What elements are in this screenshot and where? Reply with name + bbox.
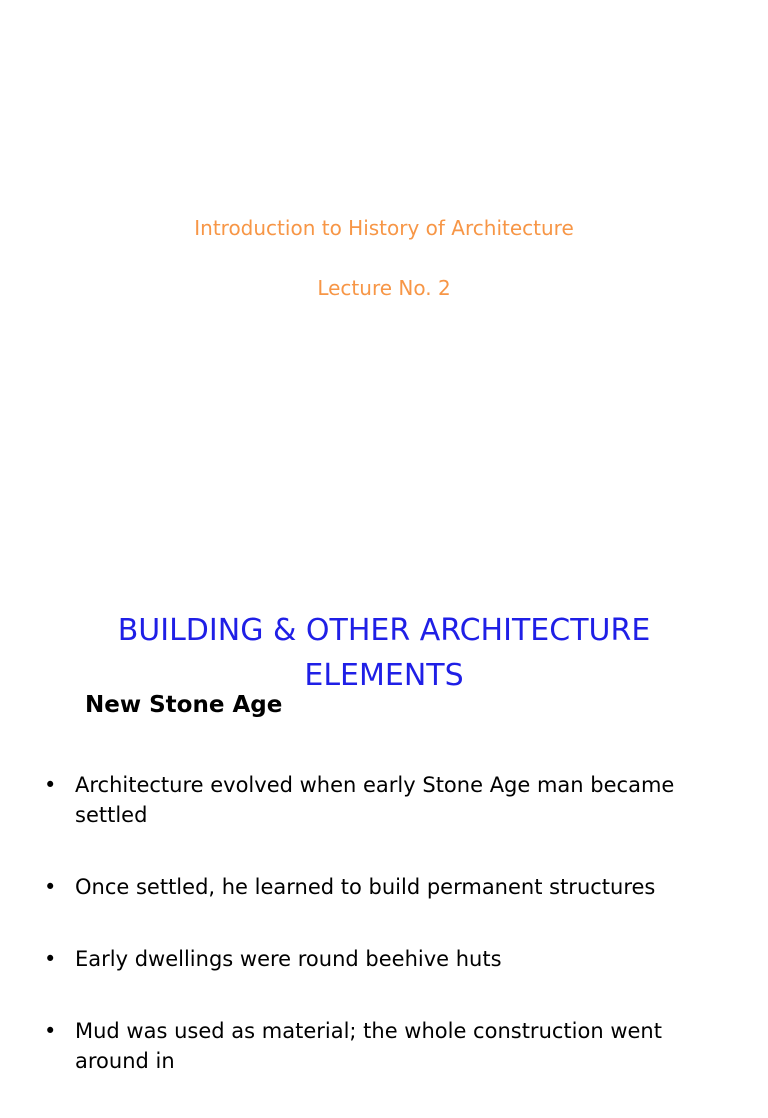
bullet-text: Mud was used as material; the whole construction went around in: [75, 1019, 662, 1073]
bullet-item: [0, 872, 768, 902]
bullet-text: Early dwellings were round beehive huts: [75, 947, 502, 971]
section-subheading: New Stone Age: [85, 692, 283, 718]
bullet-text: Architecture evolved when early Stone Age man became settled: [75, 773, 675, 827]
lecture-number: Lecture No. 2: [317, 276, 451, 300]
bullet-list: [0, 770, 768, 1118]
bullet-icon: •: [44, 875, 57, 899]
slide-heading-line-2: ELEMENTS: [304, 658, 464, 693]
bullet-item: [0, 944, 768, 974]
content-slide: [0, 560, 768, 1073]
bullet-icon: •: [44, 1019, 57, 1043]
bullet-item: [0, 1016, 768, 1076]
slide-heading: [0, 608, 768, 698]
bullet-icon: •: [44, 773, 57, 797]
bullet-text: Once settled, he learned to build permanent structures: [75, 875, 656, 899]
bullet-item: [0, 770, 768, 830]
presentation-title: Introduction to History of Architecture: [194, 216, 574, 240]
bullet-icon: •: [44, 947, 57, 971]
slide-heading-line-1: BUILDING & OTHER ARCHITECTURE: [117, 613, 651, 648]
